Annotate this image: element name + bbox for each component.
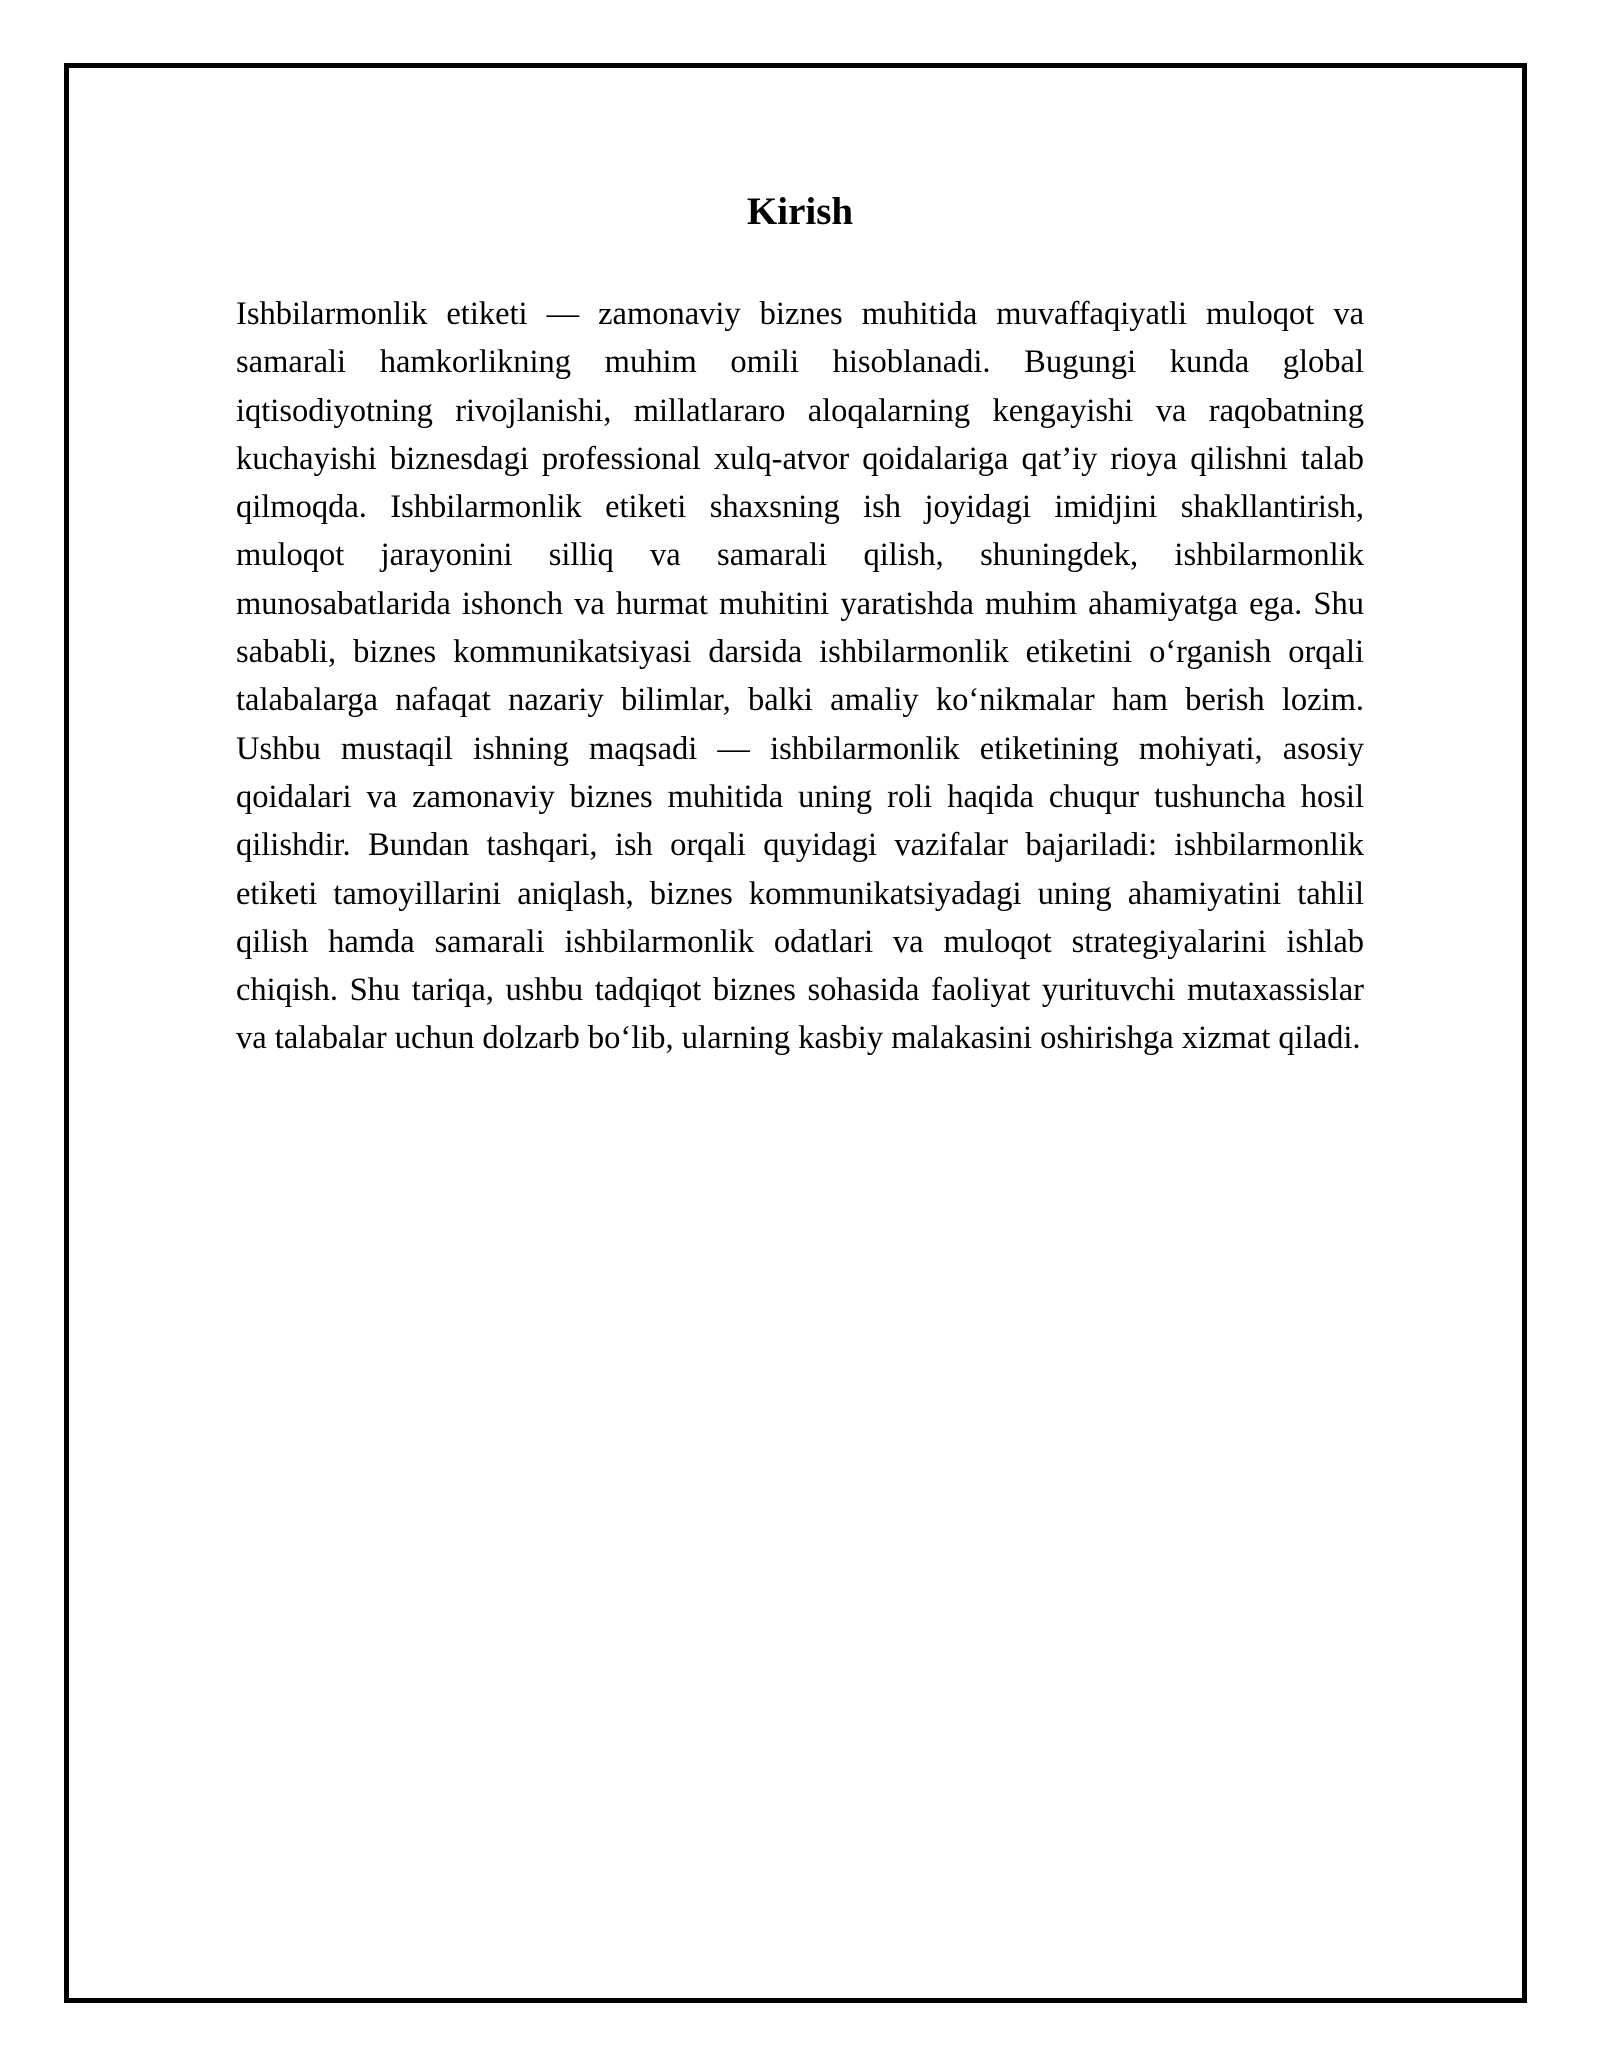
introduction-paragraph: Ishbilarmonlik etiketi — zamonaviy biznes muhitida muvaffaqiyatli muloqot va samarali hamkorlikning muhim omili hisoblanadi. Bugungi kunda global iqtisodiyotning rivojlanishi, millatlararo aloqalarning kengayishi va raqobatning kuchayishi biznesdagi professional xulq-atvor qoidalariga qat’iy rioya qilishni talab qilmoqda. Ishbilarmonlik etiketi shaxsning ish joyidagi imidjini shakllantirish, muloqot jarayonini silliq va samarali qilish, shuningdek, ishbilarmonlik munosabatlarida ishonch va hurmat muhitini yaratishda muhim ahamiyatga ega. Shu sababli, biznes kommunikatsiyasi darsida ishbilarmonlik etiketini o‘rganish orqali talabalarga nafaqat nazariy bilimlar, balki amaliy ko‘nikmalar ham berish lozim. Ushbu mustaqil ishning maqsadi — ishbilarmonlik etiketining mohiyati, asosiy qoidalari va zamonaviy biznes muhitida uning roli haqida chuqur tushuncha hosil qilishdir. Bundan tashqari, ish orqali quyidagi vazifalar bajariladi: ishbilarmonlik etiketi tamoyillarini aniqlash, biznes kommunikatsiyadagi uning ahamiyatini tahlil qilish hamda samarali ishbilarmonlik odatlari va muloqot strategiyalarini ishlab chiqish. Shu tariqa, ushbu tadqiqot biznes sohasida faoliyat yurituvchi mutaxassislar va talabalar uchun dolzarb bo‘lib, ularning kasbiy malakasini oshirishga xizmat qiladi. xyxy=(236,296,1364,1057)
page-title: Kirish xyxy=(746,190,854,233)
